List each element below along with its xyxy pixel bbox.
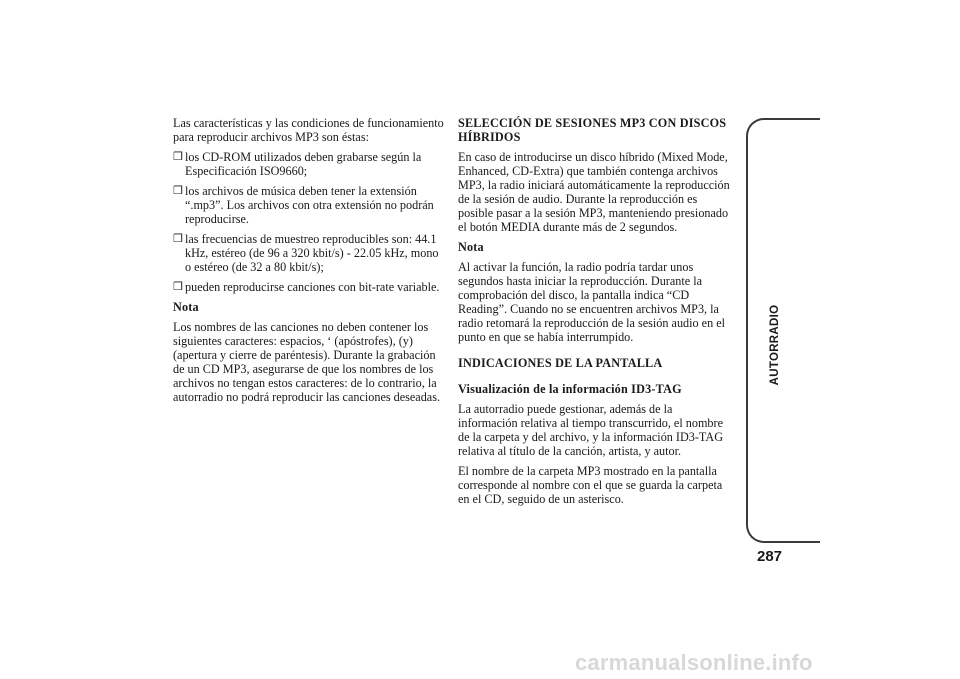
watermark: carmanualsonline.info [575, 650, 813, 675]
section-text-hybrid-discs: En caso de introducirse un disco híbrido (Mixed Mode, Enhanced, CD-Extra) que también contenga archivos MP3, la radio iniciará automáticamente la reproducción de la sesión de audio. Durante la reproducción es posible pasar a la sesión MP3, manteniendo presionado el botón MEDIA durante más de 2 segundos. [458, 150, 730, 234]
page-number: 287 [757, 548, 783, 565]
chapter-tab-label [760, 305, 790, 385]
bullet-text: las frecuencias de muestreo reproducibles son: 44.1 kHz, estéreo (de 96 a 320 kbit/s) - 22.05 kHz, mono o estéreo (de 32 a 80 kbit/s); [185, 232, 439, 274]
subsection-title-id3: Visualización de la información ID3-TAG [458, 382, 682, 396]
checkbox-bullet-icon: ❒ [173, 185, 183, 197]
bullet-item [173, 232, 445, 274]
section-title-hybrid-discs: SELECCIÓN DE SESIONES MP3 CON DISCOS HÍBRIDOS [458, 116, 727, 144]
id3-paragraph: La autorradio puede gestionar, además de la información relativa al tiempo transcurrido, el nombre de la carpeta y del archivo, y la información ID3-TAG relativa al título de la canción, artista, y autor. [458, 402, 724, 458]
note-text: Al activar la función, la radio podría tardar unos segundos hasta iniciar la reproducción. Durante la comprobación del disco, la pantalla indica “CD Reading”. Cuando no se encuentren archivos MP3, la radio retomará la reproducción de la sesión audio en el punto en que se había interrumpido. [458, 260, 726, 344]
bullet-item [173, 150, 445, 178]
folder-name-paragraph: El nombre de la carpeta MP3 mostrado en la pantalla corresponde al nombre con el que se guarda la carpeta en el CD, seguido de un asterisco. [458, 464, 723, 506]
bullet-item [173, 184, 445, 226]
checkbox-bullet-icon: ❒ [173, 151, 183, 163]
note-title: Nota [458, 240, 484, 254]
bullet-item [173, 280, 445, 294]
bullet-text: pueden reproducirse canciones con bit-rate variable. [185, 280, 440, 294]
note-text: Los nombres de las canciones no deben contener los siguientes caracteres: espacios, ‘ (apóstrofes), (y) (apertura y cierre de paréntesis). Durante la grabación de un CD MP3, asegurarse de que los nombres de los archivos no tengan estos caracteres: de lo contrario, la autorradio no podrá reproducir las canciones deseadas. [173, 320, 441, 404]
checkbox-bullet-icon: ❒ [173, 233, 183, 245]
section-title-display: INDICACIONES DE LA PANTALLA [458, 356, 663, 370]
note-title: Nota [173, 300, 199, 314]
left-column [173, 116, 445, 410]
right-column [458, 116, 733, 512]
bullet-text: los archivos de música deben tener la extensión “.mp3”. Los archivos con otra extensión no podrán reproducirse. [185, 184, 434, 226]
checkbox-bullet-icon: ❒ [173, 281, 183, 293]
intro-paragraph: Las características y las condiciones de funcionamiento para reproducir archivos MP3 son éstas: [173, 116, 444, 144]
chapter-tab-text: AUTORRADIO [769, 304, 781, 386]
bullet-text: los CD-ROM utilizados deben grabarse según la Especificación ISO9660; [185, 150, 422, 178]
